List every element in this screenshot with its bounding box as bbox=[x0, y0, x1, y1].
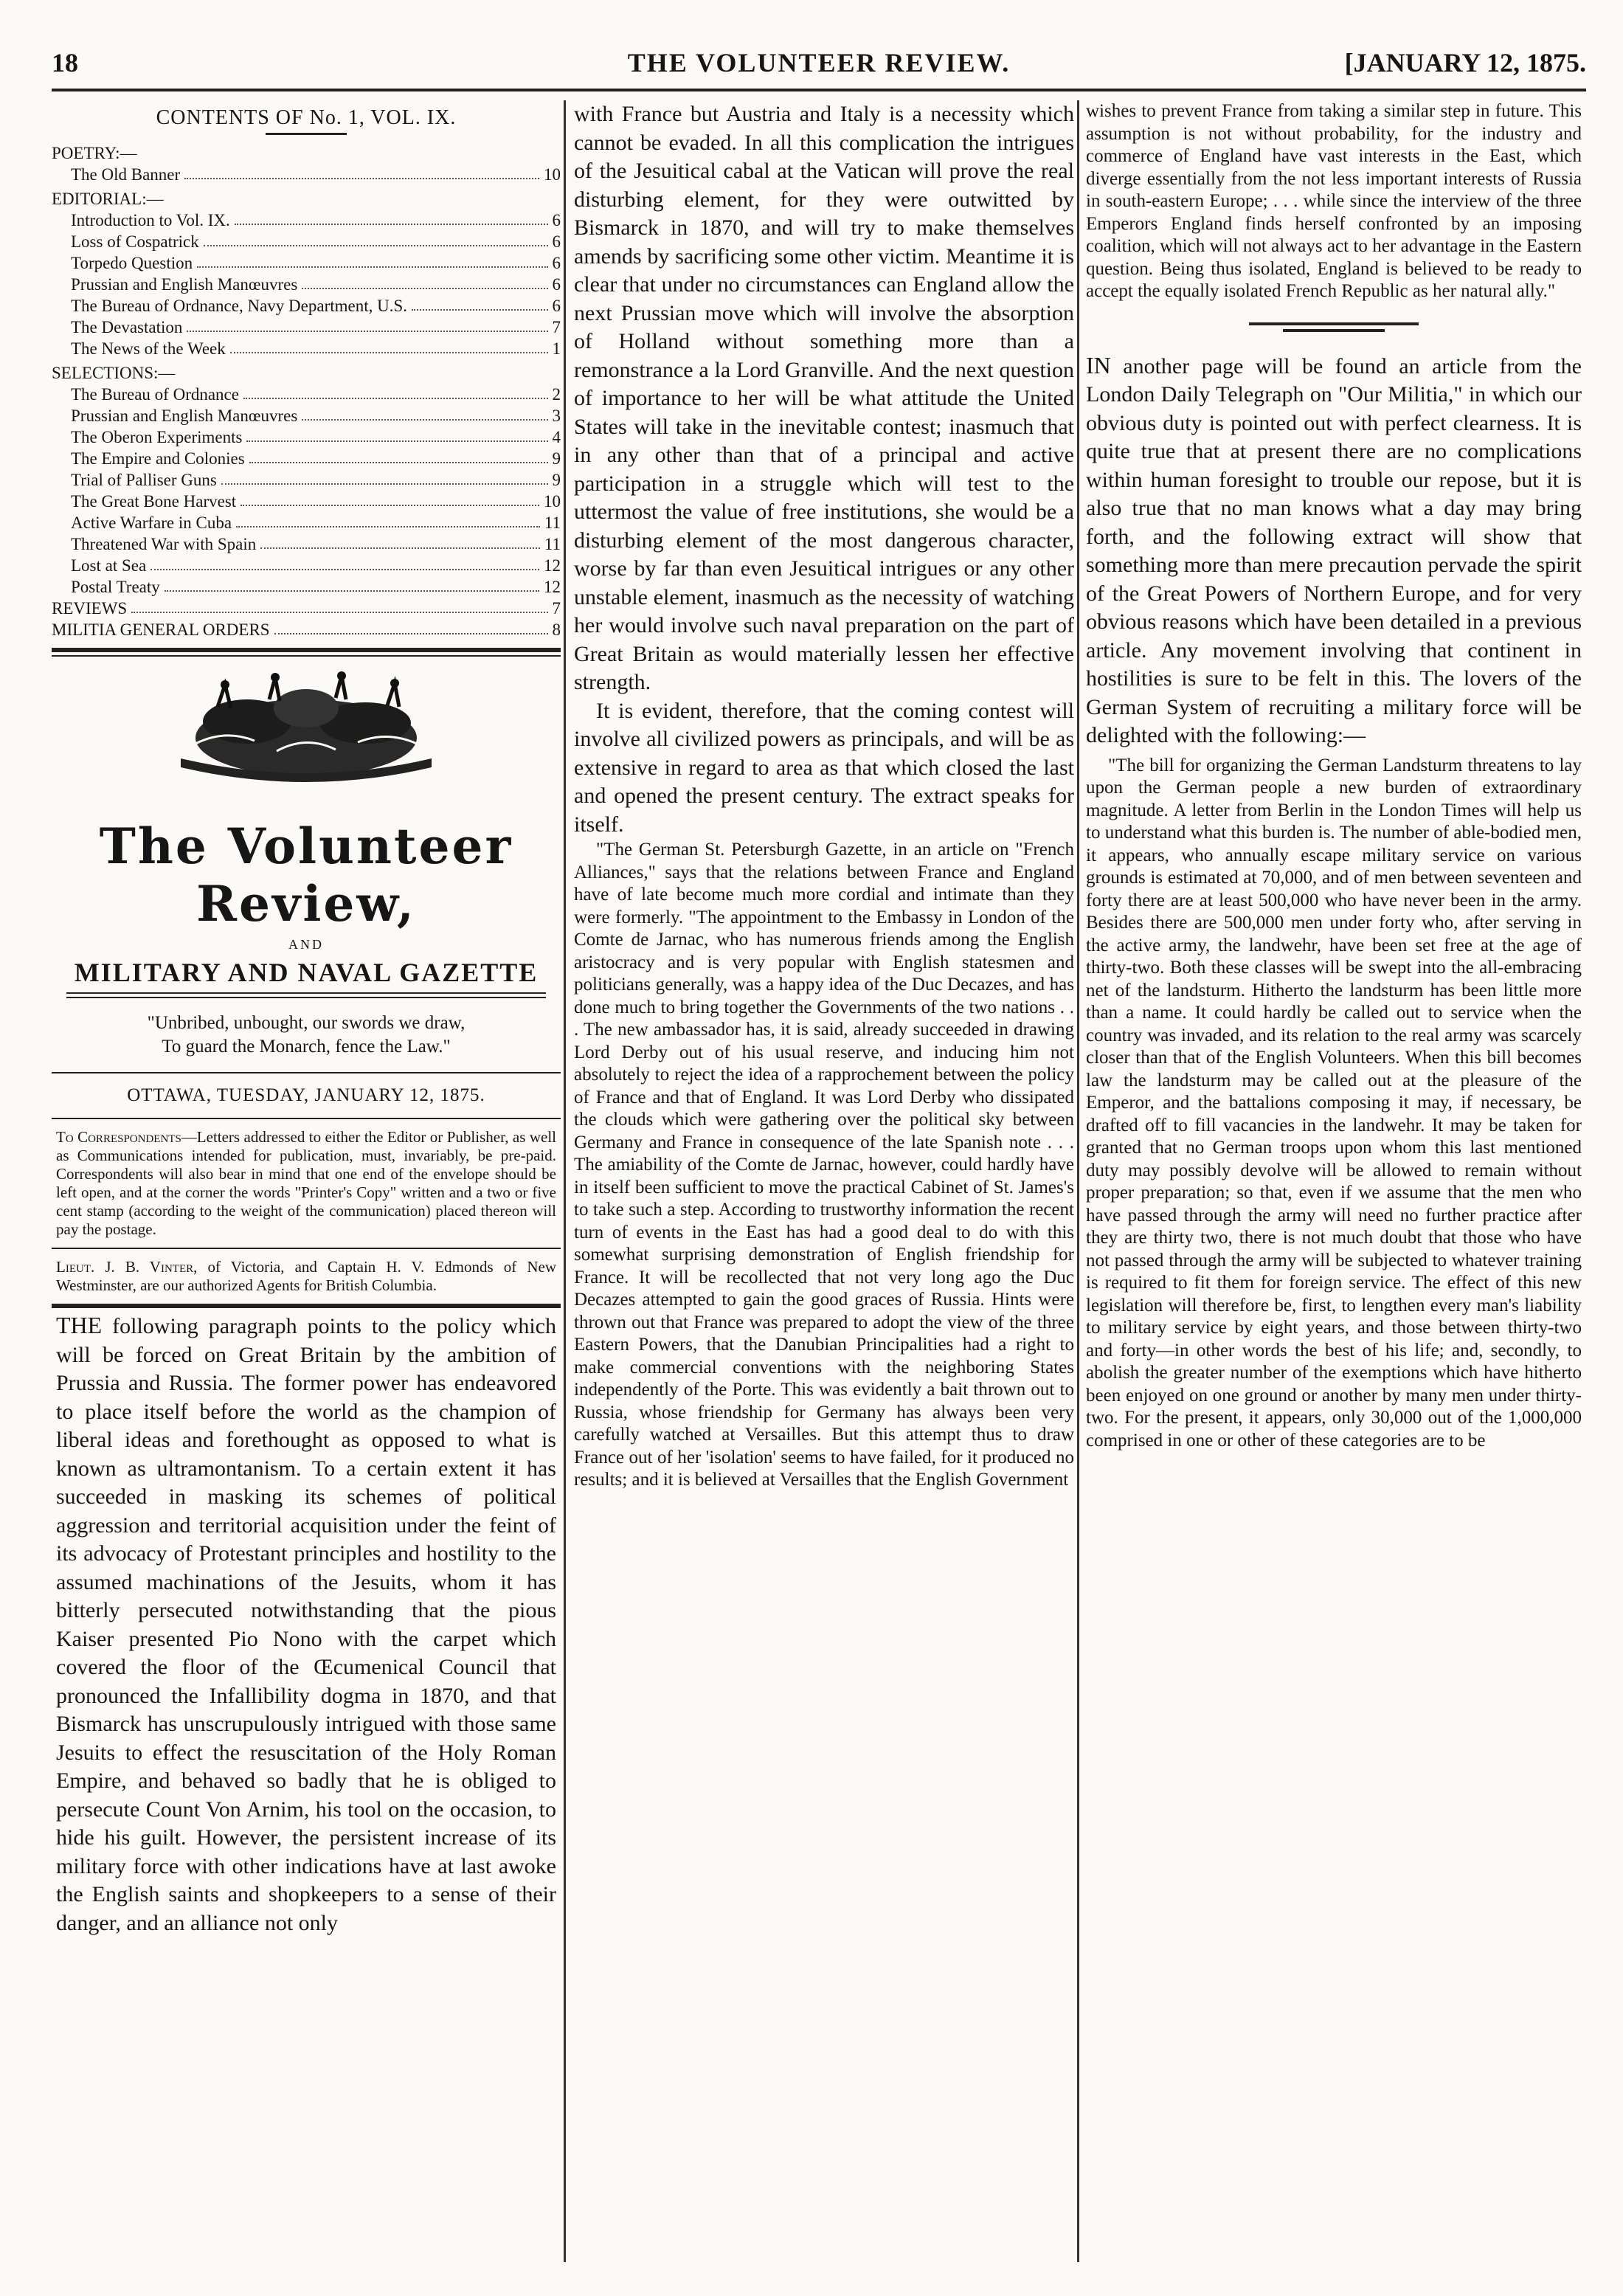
toc-entry: Prussian and English Manœuvres 3 bbox=[71, 407, 561, 425]
toc-entry: The News of the Week 1 bbox=[71, 339, 561, 358]
toc-section-label: EDITORIAL:— bbox=[52, 190, 164, 208]
toc-entry: The Bureau of Ordnance, Navy Department, U.S. 6 bbox=[71, 297, 561, 315]
section-rule bbox=[52, 1248, 561, 1249]
editorial-article-text: THE following paragraph points to the policy which will be forced on Great Britain by the ambition of Prussia and Russia. The former power has endeavored to place itself before the world as the champion of liberal ideas and forethought as opposed to what is known as ultramontanism. To a certain extent it has succeeded in masking its schemes of political aggression and territorial acquisition under the feint of its advocacy of Protestant principles and hostility to the assumed machinations of the Jesuits, whom it has bitterly persecuted notwithstanding that the pious Kaiser presented Pio Nono with the carpet which covered the floor of the Œcumenical Council that pronounced the Infallibility dogma in 1870, and that Bismarck has unscrupulously intrigued with those same Jesuits to effect the resuscitation of the Holy Roman Empire, and behaved so badly that he is obliged to persecute Count Von Arnim, his tool on the occasion, to hide his guilt. However, the persistent increase of its military force with other indications have at last awoke the English saints and shopkeepers to a sense of their danger, and an alliance not only bbox=[56, 1312, 556, 1935]
toc-entry: Postal Treaty 12 bbox=[71, 578, 561, 596]
correspondents-notice: To Correspondents—Letters addressed to either the Editor or Publisher, as well as Communications intended for publication, must, invariably, be pre-paid. Correspondents will also bear in mind that one end of the envelope should be left open, and at the corner the words "Printer's Copy" written and a two or five cent stamp (according to the weight of the communication) placed thereon will pay the postage. bbox=[56, 1128, 556, 1238]
toc-entry: The Oberon Experiments 4 bbox=[71, 428, 561, 446]
toc-entry: The Devastation 7 bbox=[71, 318, 561, 336]
header-rule bbox=[52, 89, 1586, 91]
toc-entry: Threatened War with Spain 11 bbox=[71, 535, 561, 553]
contents-title: CONTENTS OF No. 1, VOL. IX. bbox=[156, 106, 457, 129]
page-date: [JANUARY 12, 1875. bbox=[1344, 48, 1586, 77]
page-header bbox=[52, 46, 1586, 84]
toc-entry: REVIEWS 7 bbox=[52, 599, 561, 618]
section-rule bbox=[52, 648, 561, 652]
column-3 bbox=[1082, 100, 1586, 2262]
table-of-contents bbox=[52, 142, 561, 640]
newspaper-page bbox=[52, 46, 1586, 2266]
masthead-title: The Volunteer Review, bbox=[99, 817, 513, 933]
masthead-motto: "Unbribed, unbought, our swords we draw, To guard the Monarch, fence the Law." bbox=[147, 1013, 466, 1057]
toc-entry: The Bureau of Ordnance 2 bbox=[71, 385, 561, 404]
editorial-article-text: IN another page will be found an article from the London Daily Telegraph on "Our Militia," in which our obvious duty is pointed out with perfect clearness. It is quite true that at present there are no complications within human foresight to trouble our repose, but it is also true that no man knows what a day may bring forth, and the following extract will show that something more than mere precaution pervade the spirit of the Great Powers of Northern Europe, and for very obvious reasons which have been detailed in a previous article. Any movement involving that continent in hostilities is sure to be felt in this. The lovers of the German System of recruiting a military force will be delighted with the following:— bbox=[1086, 351, 1582, 747]
column-2 bbox=[570, 100, 1079, 2262]
running-title: THE VOLUNTEER REVIEW. bbox=[627, 48, 1011, 77]
quoted-extract: wishes to prevent France from taking a similar step in future. This assumption is not without probability, for the industry and commerce of England have vast interests in the East, which diverge essentially from the not less important interests of Russia in south-eastern Europe; . . . while since the interview of the three Emperors England finds herself confronted by an imposing coalition, which will not always act to her advantage in the Eastern question. Being thus isolated, England is believed to be ready to accept the equally isolated French Republic as her natural ally." bbox=[1086, 101, 1582, 301]
ornament-rule bbox=[266, 133, 347, 135]
toc-entry: The Old Banner 10 bbox=[71, 165, 561, 184]
toc-entry: The Great Bone Harvest 10 bbox=[71, 492, 561, 511]
section-rule bbox=[52, 1118, 561, 1119]
masthead-subtitle: MILITARY AND NAVAL GAZETTE bbox=[74, 958, 539, 987]
column-rule bbox=[564, 100, 566, 2262]
article-separator bbox=[1249, 322, 1419, 332]
page-number: 18 bbox=[52, 48, 78, 77]
masthead-and: AND bbox=[288, 937, 324, 952]
toc-entry: Introduction to Vol. IX. 6 bbox=[71, 211, 561, 229]
column-1 bbox=[52, 100, 561, 2262]
section-rule bbox=[52, 1304, 561, 1308]
toc-entry: Lost at Sea 12 bbox=[71, 556, 561, 575]
quoted-extract: "The bill for organizing the German Landsturm threatens to lay upon the German people a new burden of extraordinary magnitude. A letter from Berlin in the London Times will help us to understand what this burden is. The number of able-bodied men, it appears, who annually escape military service on various grounds is estimated at 70,000, and of men between seventeen and forty there are at least 500,000 who have never been in the army. Besides there are 500,000 men under forty who, after serving in the active army, the landwehr, have been set free at the age of thirty-two. Both these classes will be swept into the all-embracing net of the landsturm. Hitherto the landsturm has been little more than a name. It could hardly be called out to service when the country was invaded, and its relation to the real army was scarcely closer than that of the English Volunteers. When this bill becomes law the landsturm may be called out at the pleasure of the Emperor, and the battalions composing it may, if necessary, be drafted off to fill vacancies in the landwehr. It may be taken for granted that no German troops upon whom this last mentioned duty may possibly devolve will be allowed to remain without proper preparation; so that, even if we assume that the men who have passed through the army will need no further practice after they are thirty two, there is not much doubt that those who have not passed through the army will be subjected to whatever training is required to fit them for foreign service. The effect of this new legislation will therefore be, first, to lengthen every man's liability to military service by eight years, and those between thirty-two and forty—in other words the best of his life; and, secondly, to abolish the greater number of the exemptions which have hitherto been enjoyed on one ground or another by many men under thirty-two. For the present, it appears, only 30,000 out of the 1,000,000 comprised in one or other of these categories are to be bbox=[1086, 755, 1582, 1450]
section-rule bbox=[52, 655, 561, 657]
quoted-extract: "The German St. Petersburgh Gazette, in an article on "French Alliances," says that the relations between France and England have of late become much more cordial and intimate than they were formerly. "The appointment to the Embassy in London of the Comte de Jarnac, who has numerous friends among the English aristocracy and is very popular with English statesmen and politicians generally, was a happy idea of the Duc Decazes, and has done much to bring together the Governments of the two nations . . . The new ambassador has, it is said, already succeeded in drawing Lord Derby out of his usual reserve, and inducing him not absolutely to reject the idea of a rapprochement between the policy of France and that of England. It was Lord Derby who dissipated the clouds which were gathering over the political sky between Germany and France in consequence of the late Spanish note . . . The amiability of the Comte de Jarnac, however, could hardly have in itself been sufficient to move the practical Cabinet of St. James's to take such a step. According to trustworthy information the recent turn of events in the East has had a good deal to do with this somewhat surprising demonstration of English friendship for France. It will be recollected that not very long ago the Duc Decazes attempted to gain the good graces of Russia. Hints were thrown out that France was prepared to adopt the view of the three Eastern Powers, that the Danubian Principalities had a right to make commercial conventions with the neighboring States independently of the Porte. This was evidently a bait thrown out to Russia, whose friendship for Germany has always been very carefully watched at Versailles. But this attempt thus to draw France out of her 'isolation' seems to have failed, for it produced no results; and it is believed at Versailles that the English Government bbox=[574, 840, 1074, 1490]
toc-entry: Trial of Palliser Guns 9 bbox=[71, 471, 561, 489]
ornament-rule bbox=[66, 992, 546, 998]
toc-entry: MILITIA GENERAL ORDERS 8 bbox=[52, 620, 561, 639]
toc-entry: Torpedo Question 6 bbox=[71, 254, 561, 272]
toc-section-label: POETRY:— bbox=[52, 144, 137, 162]
toc-entry: Prussian and English Manœuvres 6 bbox=[71, 275, 561, 294]
dateline: OTTAWA, TUESDAY, JANUARY 12, 1875. bbox=[127, 1085, 485, 1105]
toc-entry: Loss of Cospatrick 6 bbox=[71, 232, 561, 251]
toc-entry: The Empire and Colonies 9 bbox=[71, 449, 561, 468]
section-rule bbox=[52, 1072, 561, 1073]
editorial-article-text: with France but Austria and Italy is a necessity which cannot be evaded. In all this complication the intrigues of the Jesuitical cabal at the Vatican will prove the real disturbing element, for they were outwitted by Bismarck in 1870, and will try to make themselves amends by sacrificing some other victim. Meantime it is clear that under no circumstances can England allow the next Prussian move which will involve the absorption of Holland without something more than a remonstrance a la Lord Granville. And the next question of importance to her will be what attitude the United States will take in the inevitable contest; inasmuch that in any other than that of a principal and active participation in a struggle which will test to the uttermost the value of free institutions, she would be a disturbing element of the most dangerous character, worse by far than even Jesuitical intrigues or any other unstable element, inasmuch as the necessity of watching her would involve such naval preparation on the part of Great Britain as would materially lessen her effective strength. It is evident, therefore, that the coming contest will involve all civilized powers as principals, and will be as extensive in regard to area as that which closed the last and opened the present century. The extract speaks for itself. bbox=[574, 102, 1074, 837]
toc-entry: Active Warfare in Cuba 11 bbox=[71, 514, 561, 532]
agents-notice: Lieut. J. B. Vinter, of Victoria, and Captain H. V. Edmonds of New Westminster, are our authorized Agents for British Columbia. bbox=[56, 1258, 556, 1294]
toc-section-label: SELECTIONS:— bbox=[52, 364, 176, 382]
crowd-emblem-illustration bbox=[151, 670, 461, 795]
